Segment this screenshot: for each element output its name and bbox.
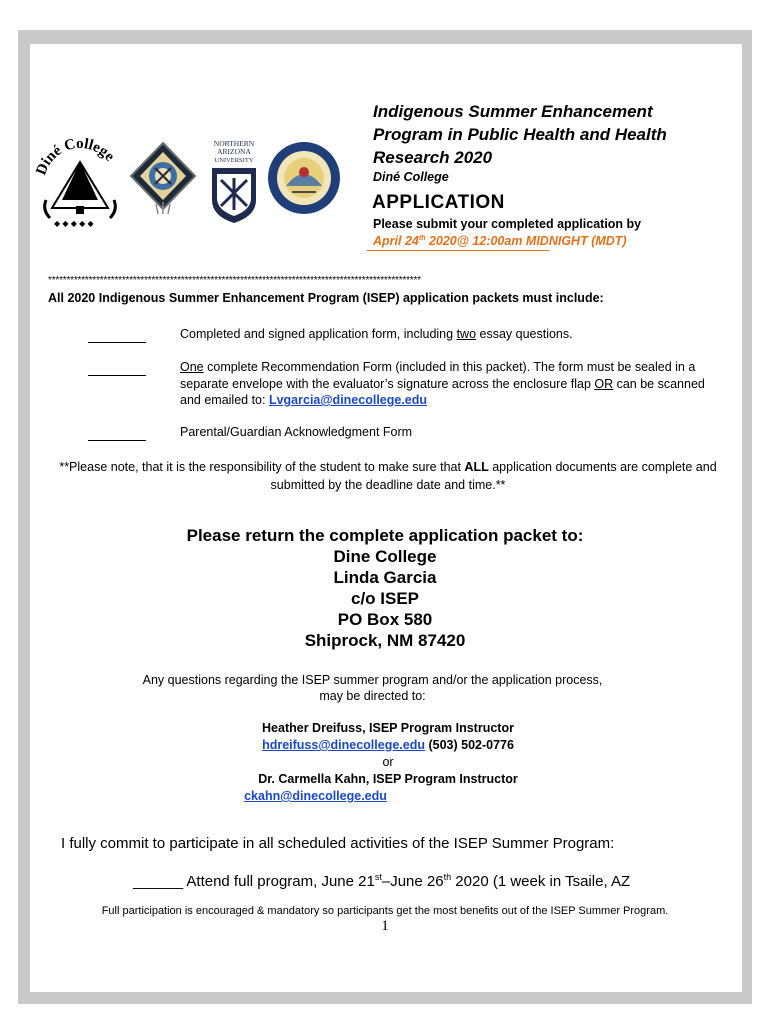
questions-line-2: may be directed to: xyxy=(319,689,426,703)
checkbox-blank-3[interactable] xyxy=(88,440,146,441)
item1-text-pre: Completed and signed application form, including xyxy=(180,327,457,341)
contacts-or: or xyxy=(382,755,394,769)
item2-underline-one: One xyxy=(180,360,204,374)
nau-line-3: UNIVERSITY xyxy=(214,157,254,164)
page-number: 1 xyxy=(381,918,389,934)
program-title: Indigenous Summer Enhancement Program in Public Health and Health Research 2020 xyxy=(373,102,667,167)
requirement-item-3: Parental/Guardian Acknowledgment Form xyxy=(180,425,413,439)
contacts-block xyxy=(0,720,770,805)
program-subtitle: Diné College xyxy=(373,170,449,184)
attend-text-mid: –June 26 xyxy=(381,873,444,890)
divider-asterisks: ***************************************************************************************************** xyxy=(48,275,421,286)
requirement-item-1 xyxy=(180,326,725,343)
contact-2-name: Dr. Carmella Kahn, ISEP Program Instructor xyxy=(258,772,518,786)
checkbox-blank-2[interactable] xyxy=(88,375,146,376)
note-text-pre: **Please note, that it is the responsibility of the student to make sure that xyxy=(59,460,465,474)
contact-1-phone: (503) 502-0776 xyxy=(424,738,514,752)
deadline-underline xyxy=(367,250,549,251)
dine-college-logo xyxy=(32,122,127,234)
return-line-5: Shiprock, NM 87420 xyxy=(304,631,466,650)
commitment-statement: I fully commit to participate in all scheduled activities of the ISEP Summer Program: xyxy=(61,835,615,852)
deadline-sup: th xyxy=(418,234,426,242)
responsibility-note xyxy=(56,458,720,494)
submit-instruction: Please submit your completed application by xyxy=(373,217,642,231)
nau-line-2: ARIZONA xyxy=(217,147,251,156)
note-text-post: application documents are complete and submitted by the deadline date and time.** xyxy=(270,460,717,492)
return-line-2: Linda Garcia xyxy=(333,568,437,587)
attend-text-pre: Attend full program, June 21 xyxy=(183,873,375,890)
attendance-line xyxy=(133,872,630,890)
contact-2-line xyxy=(0,788,770,805)
contact-1-email-link[interactable]: hdreifuss@dinecollege.edu xyxy=(262,738,425,752)
svg-text:◆ ◆ ◆ ◆ ◆: ◆ ◆ ◆ ◆ ◆ xyxy=(54,219,94,228)
contact-1-name: Heather Dreifuss, ISEP Program Instructor xyxy=(262,721,514,735)
return-heading: Please return the complete application packet to: xyxy=(186,526,584,545)
attend-sup-1: st xyxy=(374,872,382,882)
contact-2-email-link[interactable]: ckahn@dinecollege.edu xyxy=(244,789,387,803)
deadline-month: April 24 xyxy=(373,234,419,248)
return-line-4: PO Box 580 xyxy=(337,610,433,629)
item2-text-2: can be scanned and emailed to: xyxy=(180,376,705,407)
nau-line-1: NORTHERN xyxy=(213,139,255,148)
seal-diamond-logo xyxy=(128,140,198,215)
contact-1-line xyxy=(0,737,770,754)
dine-college-arc-text: Diné College xyxy=(33,136,118,178)
attend-text-post: 2020 (1 week in Tsaile, AZ xyxy=(451,873,631,890)
deadline-text xyxy=(373,234,627,248)
participation-note: Full participation is encouraged & mandatory so participants get the most benefits out of the ISEP Summer Program. xyxy=(101,905,669,917)
return-line-3: c/o ISEP xyxy=(350,589,420,608)
attend-sup-2: th xyxy=(443,872,452,882)
consolidated-school-district-seal xyxy=(266,140,342,216)
requirements-heading: All 2020 Indigenous Summer Enhancement Program (ISEP) application packets must include: xyxy=(48,291,604,305)
northern-arizona-university-logo xyxy=(207,138,261,224)
questions-text xyxy=(0,672,745,704)
recommendation-email-link[interactable]: Lvgarcia@dinecollege.edu xyxy=(268,393,428,407)
item2-text: complete Recommendation Form (included in this packet). The form must be sealed in a separate envelope with the evaluator’s signature across the enclosure flap xyxy=(180,360,696,391)
return-address-block xyxy=(0,525,770,651)
application-heading: APPLICATION xyxy=(372,192,505,213)
item1-underline: two xyxy=(456,327,477,341)
requirement-item-2 xyxy=(180,359,725,409)
item2-underline-or: OR xyxy=(594,376,614,391)
questions-line-1: Any questions regarding the ISEP summer program and/or the application process, xyxy=(142,673,603,687)
attendance-blank[interactable]: ______ xyxy=(133,873,184,890)
deadline-rest: 2020@ 12:00am MIDNIGHT (MDT) xyxy=(425,234,627,248)
note-bold-all: ALL xyxy=(464,460,489,474)
checkbox-blank-1[interactable] xyxy=(88,342,146,343)
return-line-1: Dine College xyxy=(333,547,437,566)
item1-text-post: essay questions. xyxy=(476,327,573,341)
